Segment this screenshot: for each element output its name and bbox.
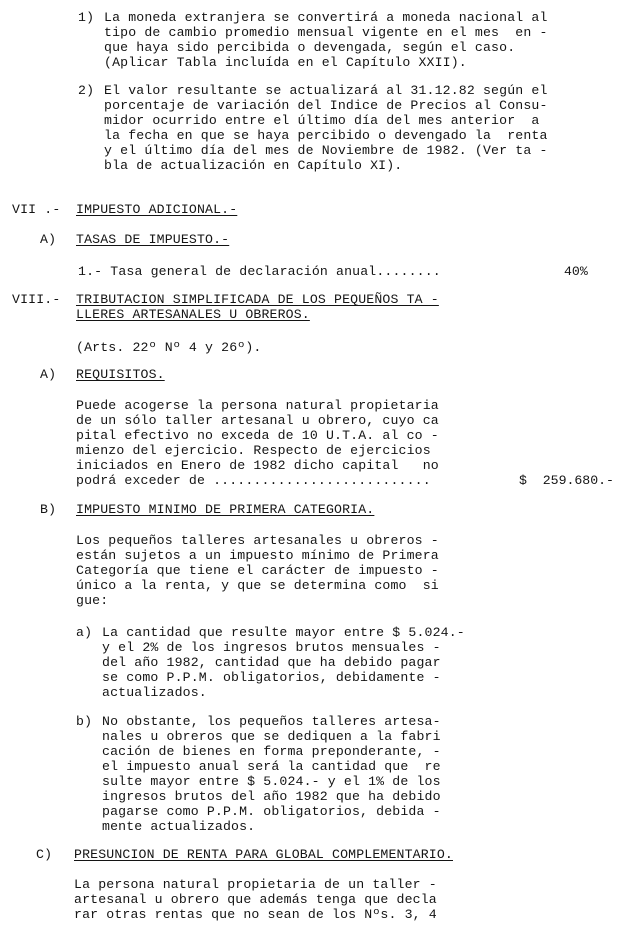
capital-limit-amount: $ 259.680.- <box>519 473 614 488</box>
section-8-articles: (Arts. 22º Nº 4 y 26º). <box>76 340 262 355</box>
requisitos-line: de un sólo taller artesanal u obrero, cuyo ca <box>76 413 439 428</box>
requisitos-line: mienzo del ejercicio. Respecto de ejercicios <box>76 443 431 458</box>
item-2-line: y el último día del mes de Noviembre de 1982. (Ver ta - <box>104 143 548 158</box>
item-1-line: La moneda extranjera se convertirá a moneda nacional al <box>104 10 548 25</box>
section-7a-title: TASAS DE IMPUESTO.- <box>76 232 230 247</box>
minimo-line: gue: <box>76 593 109 608</box>
sub-a-marker: a) <box>76 625 93 640</box>
section-8a-marker: A) <box>40 367 57 382</box>
sub-a-line: se como P.P.M. obligatorios, debidamente - <box>102 670 441 685</box>
sub-a-line: La cantidad que resulte mayor entre $ 5.024.- <box>102 625 465 640</box>
section-8b-marker: B) <box>40 502 57 517</box>
minimo-line: Categoría que tiene el carácter de impuesto - <box>76 563 439 578</box>
presuncion-line: La persona natural propietaria de un taller - <box>74 877 437 892</box>
minimo-line: están sujetos a un impuesto mínimo de Primera <box>76 548 439 563</box>
sub-a-line: y el 2% de los ingresos brutos mensuales - <box>102 640 441 655</box>
sub-a-line: del año 1982, cantidad que ha debido pagar <box>102 655 441 670</box>
rate-value: 40% <box>564 264 588 279</box>
sub-b-line: pagarse como P.P.M. obligatorios, debida - <box>102 804 441 819</box>
requisitos-line: pital efectivo no exceda de 10 U.T.A. al co - <box>76 428 439 443</box>
item-2-line: El valor resultante se actualizará al 31.12.82 según el <box>104 83 548 98</box>
sub-b-line: ingresos brutos del año 1982 que ha debido <box>102 789 441 804</box>
sub-b-line: nales u obreros que se dediquen a la fabri <box>102 729 441 744</box>
requisitos-line: Puede acogerse la persona natural propietaria <box>76 398 439 413</box>
section-8-title: LLERES ARTESANALES U OBREROS. <box>76 307 310 322</box>
sub-b-line: sulte mayor entre $ 5.024.- y el 1% de los <box>102 774 441 789</box>
section-7-title: IMPUESTO ADICIONAL.- <box>76 202 238 217</box>
minimo-line: Los pequeños talleres artesanales u obreros - <box>76 533 439 548</box>
presuncion-line: rar otras rentas que no sean de los Nºs. 3, 4 <box>74 907 437 922</box>
section-8-number: VIII.- <box>12 292 61 307</box>
section-8c-marker: C) <box>36 847 53 862</box>
section-8c-title: PRESUNCION DE RENTA PARA GLOBAL COMPLEMENTARIO. <box>74 847 453 862</box>
sub-b-line: el impuesto anual será la cantidad que re <box>102 759 441 774</box>
item-1-marker: 1) <box>78 10 95 25</box>
rate-line: 1.- Tasa general de declaración anual........ <box>78 264 441 279</box>
sub-b-line: No obstante, los pequeños talleres artesa- <box>102 714 441 729</box>
section-8-title: TRIBUTACION SIMPLIFICADA DE LOS PEQUEÑOS TA - <box>76 292 439 307</box>
sub-b-marker: b) <box>76 714 93 729</box>
item-2-line: porcentaje de variación del Indice de Precios al Consu- <box>104 98 548 113</box>
sub-a-line: actualizados. <box>102 685 207 700</box>
requisitos-line: podrá exceder de ........................... <box>76 473 431 488</box>
requisitos-line: iniciados en Enero de 1982 dicho capital no <box>76 458 439 473</box>
sub-b-line: mente actualizados. <box>102 819 256 834</box>
item-1-line: que haya sido percibida o devengada, según el caso. <box>104 40 516 55</box>
item-2-line: midor ocurrido entre el último día del mes anterior a <box>104 113 540 128</box>
item-2-line: la fecha en que se haya percibido o devengado la renta <box>104 128 548 143</box>
section-7a-marker: A) <box>40 232 57 247</box>
item-2-line: bla de actualización en Capítulo XI). <box>104 158 403 173</box>
sub-b-line: cación de bienes en forma preponderante, - <box>102 744 441 759</box>
section-7-number: VII .- <box>12 202 61 217</box>
section-8a-title: REQUISITOS. <box>76 367 165 382</box>
item-2-marker: 2) <box>78 83 95 98</box>
minimo-line: único a la renta, y que se determina como si <box>76 578 439 593</box>
item-1-line: (Aplicar Tabla incluída en el Capítulo XXII). <box>104 55 467 70</box>
item-1-line: tipo de cambio promedio mensual vigente en el mes en - <box>104 25 548 40</box>
section-8b-title: IMPUESTO MINIMO DE PRIMERA CATEGORIA. <box>76 502 375 517</box>
presuncion-line: artesanal u obrero que además tenga que decla <box>74 892 437 907</box>
